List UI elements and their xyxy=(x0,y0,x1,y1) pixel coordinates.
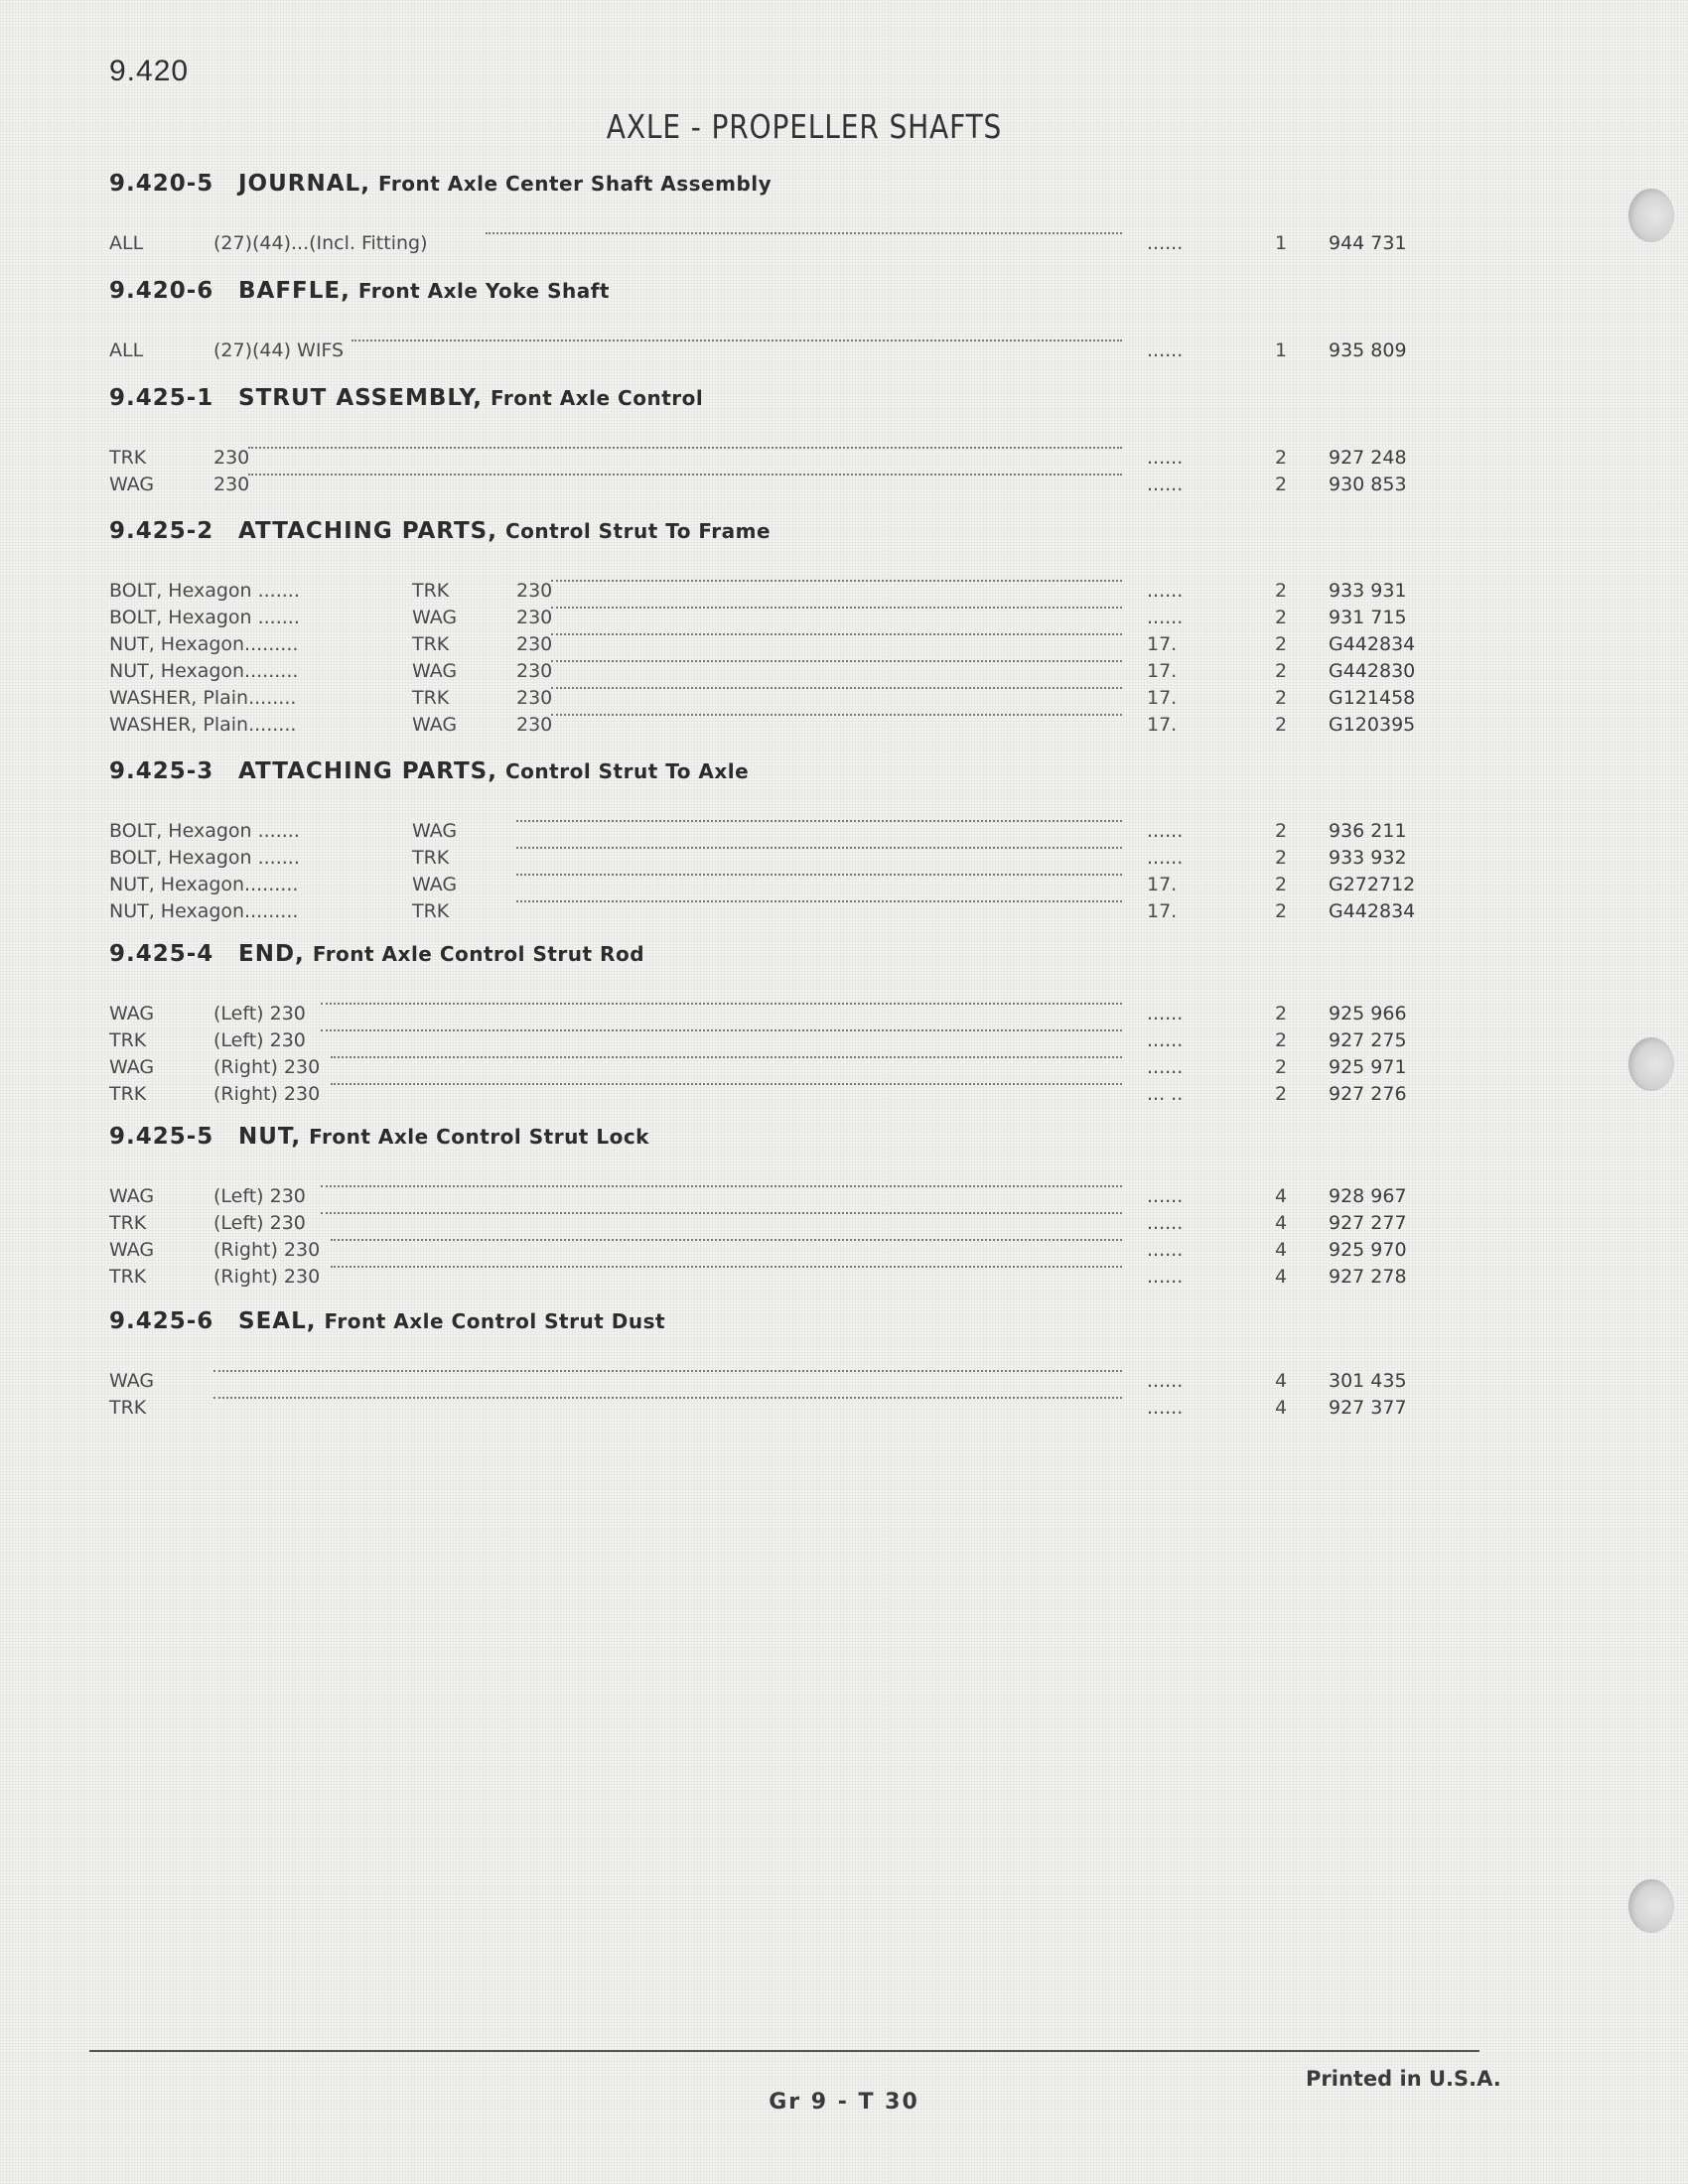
parts-row xyxy=(109,1185,1440,1211)
vehicle-code: ALL xyxy=(109,340,144,361)
part-name: BOLT, Hexagon ....... xyxy=(109,607,300,628)
part-description: 230 xyxy=(516,687,553,709)
part-description: (Left) 230 xyxy=(213,1185,306,1207)
quantity: 4 xyxy=(1274,1370,1288,1392)
vehicle-code: WAG xyxy=(412,660,458,682)
section-heading xyxy=(109,941,1400,977)
reference-column: ...... xyxy=(1147,1056,1184,1078)
vehicle-code: TRK xyxy=(109,1212,147,1234)
part-description: (Right) 230 xyxy=(213,1056,321,1078)
vehicle-code: TRK xyxy=(109,1266,147,1288)
dot-leader xyxy=(331,1083,1122,1085)
reference-column: ...... xyxy=(1147,232,1184,254)
quantity: 2 xyxy=(1274,687,1288,709)
reference-column: ...... xyxy=(1147,847,1184,869)
section-description: Front Axle Center Shaft Assembly xyxy=(377,172,773,196)
quantity: 4 xyxy=(1274,1397,1288,1419)
part-description: (Right) 230 xyxy=(213,1266,321,1288)
section-description: Control Strut To Axle xyxy=(505,759,750,783)
dot-leader xyxy=(321,1003,1122,1005)
quantity: 1 xyxy=(1274,340,1288,361)
vehicle-code: WAG xyxy=(109,1370,155,1392)
section-heading xyxy=(109,171,1400,206)
reference-column: ...... xyxy=(1147,1397,1184,1419)
section-description: Front Axle Control xyxy=(491,386,704,410)
vehicle-code: TRK xyxy=(109,1029,147,1051)
dot-leader xyxy=(331,1239,1122,1241)
part-number: 925 966 xyxy=(1329,1003,1407,1024)
part-name: WASHER, Plain........ xyxy=(109,687,297,709)
section-description: Control Strut To Frame xyxy=(505,519,772,543)
vehicle-code: TRK xyxy=(412,847,450,869)
dot-leader xyxy=(331,1056,1122,1058)
dot-leader xyxy=(213,1370,1122,1372)
reference-column: ...... xyxy=(1147,1029,1184,1051)
quantity: 2 xyxy=(1274,474,1288,495)
part-number: 301 435 xyxy=(1329,1370,1407,1392)
reference-column: ...... xyxy=(1147,1239,1184,1261)
part-name: BOLT, Hexagon ....... xyxy=(109,580,300,602)
section-part-name: BAFFLE, xyxy=(238,278,351,304)
part-description: (Right) 230 xyxy=(213,1083,321,1105)
reference-column: ...... xyxy=(1147,1370,1184,1392)
reference-column: ... .. xyxy=(1147,1083,1184,1105)
vehicle-code: WAG xyxy=(412,714,458,736)
section-part-name: NUT, xyxy=(238,1124,302,1150)
parts-row xyxy=(109,447,1440,473)
parts-row xyxy=(109,687,1440,713)
parts-row xyxy=(109,1266,1440,1292)
reference-column: ...... xyxy=(1147,474,1184,495)
part-description: 230 xyxy=(516,660,553,682)
part-description: (27)(44)...(Incl. Fitting) xyxy=(213,232,428,254)
quantity: 2 xyxy=(1274,447,1288,469)
parts-row xyxy=(109,633,1440,659)
section-heading xyxy=(109,1308,1400,1344)
part-number: 927 278 xyxy=(1329,1266,1407,1288)
vehicle-code: ALL xyxy=(109,232,144,254)
parts-row xyxy=(109,874,1440,899)
section-number: 9.425-2 xyxy=(109,518,214,544)
part-number: G442830 xyxy=(1329,660,1416,682)
section-number: 9.425-3 xyxy=(109,758,214,784)
section-heading xyxy=(109,385,1400,421)
section-part-name: ATTACHING PARTS, xyxy=(238,518,497,544)
part-number: G442834 xyxy=(1329,900,1416,922)
part-name: NUT, Hexagon......... xyxy=(109,660,299,682)
part-number: 936 211 xyxy=(1329,820,1407,842)
reference-column: ...... xyxy=(1147,1185,1184,1207)
vehicle-code: TRK xyxy=(109,447,147,469)
quantity: 4 xyxy=(1274,1239,1288,1261)
dot-leader xyxy=(551,687,1122,689)
part-description: (Left) 230 xyxy=(213,1029,306,1051)
reference-column: ...... xyxy=(1147,1212,1184,1234)
parts-row xyxy=(109,847,1440,873)
part-number: 927 277 xyxy=(1329,1212,1407,1234)
part-number: 930 853 xyxy=(1329,474,1407,495)
part-number: 925 970 xyxy=(1329,1239,1407,1261)
parts-row xyxy=(109,714,1440,740)
vehicle-code: WAG xyxy=(109,1003,155,1024)
part-description: (27)(44) WIFS xyxy=(213,340,345,361)
part-name: NUT, Hexagon......... xyxy=(109,900,299,922)
part-description: 230 xyxy=(516,633,553,655)
quantity: 2 xyxy=(1274,1003,1288,1024)
vehicle-code: WAG xyxy=(412,874,458,895)
reference-column: ...... xyxy=(1147,1266,1184,1288)
reference-column: 17. xyxy=(1147,660,1178,682)
dot-leader xyxy=(516,847,1122,849)
reference-column: ...... xyxy=(1147,1003,1184,1024)
parts-row xyxy=(109,900,1440,926)
vehicle-code: TRK xyxy=(109,1083,147,1105)
vehicle-code: TRK xyxy=(109,1397,147,1419)
quantity: 2 xyxy=(1274,714,1288,736)
part-name: BOLT, Hexagon ....... xyxy=(109,820,300,842)
section-description: Front Axle Control Strut Lock xyxy=(309,1125,649,1149)
section-number: 9.425-4 xyxy=(109,941,214,967)
part-number: 927 377 xyxy=(1329,1397,1407,1419)
vehicle-code: WAG xyxy=(109,1239,155,1261)
punch-hole-bottom xyxy=(1628,1879,1674,1933)
dot-leader xyxy=(248,474,1122,476)
parts-row xyxy=(109,474,1440,499)
vehicle-code: TRK xyxy=(412,687,450,709)
part-description: (Right) 230 xyxy=(213,1239,321,1261)
section-part-name: END, xyxy=(238,941,305,967)
dot-leader xyxy=(331,1266,1122,1268)
vehicle-code: TRK xyxy=(412,633,450,655)
quantity: 2 xyxy=(1274,1083,1288,1105)
vehicle-code: WAG xyxy=(109,1185,155,1207)
vehicle-code: TRK xyxy=(412,900,450,922)
part-description: 230 xyxy=(516,580,553,602)
vehicle-code: WAG xyxy=(109,474,155,495)
section-heading xyxy=(109,518,1400,554)
section-heading xyxy=(109,758,1400,794)
reference-column: 17. xyxy=(1147,874,1178,895)
part-number: 927 276 xyxy=(1329,1083,1407,1105)
part-number: G121458 xyxy=(1329,687,1416,709)
dot-leader xyxy=(551,714,1122,716)
page-number: 9.420 xyxy=(109,55,190,87)
part-description: 230 xyxy=(213,474,250,495)
quantity: 2 xyxy=(1274,874,1288,895)
dot-leader xyxy=(321,1185,1122,1187)
parts-row xyxy=(109,1056,1440,1082)
dot-leader xyxy=(352,340,1122,341)
section-heading xyxy=(109,278,1400,314)
quantity: 2 xyxy=(1274,660,1288,682)
part-number: 925 971 xyxy=(1329,1056,1407,1078)
punch-hole-middle xyxy=(1628,1037,1674,1091)
quantity: 2 xyxy=(1274,607,1288,628)
quantity: 2 xyxy=(1274,900,1288,922)
parts-row xyxy=(109,1397,1440,1423)
section-description: Front Axle Control Strut Dust xyxy=(324,1309,666,1333)
section-part-name: STRUT ASSEMBLY, xyxy=(238,385,484,411)
part-description: 230 xyxy=(516,607,553,628)
part-name: NUT, Hexagon......... xyxy=(109,633,299,655)
footer-rule xyxy=(89,2050,1479,2052)
parts-row xyxy=(109,1239,1440,1265)
section-description: Front Axle Control Strut Rod xyxy=(312,942,645,966)
parts-row xyxy=(109,607,1440,632)
parts-row xyxy=(109,660,1440,686)
quantity: 4 xyxy=(1274,1185,1288,1207)
footer-printed-note: Printed in U.S.A. xyxy=(1306,2067,1501,2091)
part-description: 230 xyxy=(516,714,553,736)
dot-leader xyxy=(321,1029,1122,1031)
quantity: 4 xyxy=(1274,1212,1288,1234)
parts-row xyxy=(109,232,1440,258)
dot-leader xyxy=(486,232,1122,234)
parts-row xyxy=(109,1212,1440,1238)
quantity: 2 xyxy=(1274,1056,1288,1078)
section-number: 9.425-1 xyxy=(109,385,214,411)
section-heading xyxy=(109,1124,1400,1160)
section-part-name: ATTACHING PARTS, xyxy=(238,758,497,784)
vehicle-code: WAG xyxy=(109,1056,155,1078)
part-number: 928 967 xyxy=(1329,1185,1407,1207)
reference-column: ...... xyxy=(1147,340,1184,361)
reference-column: ...... xyxy=(1147,580,1184,602)
reference-column: 17. xyxy=(1147,900,1178,922)
part-number: 927 248 xyxy=(1329,447,1407,469)
section-number: 9.420-5 xyxy=(109,171,214,197)
vehicle-code: TRK xyxy=(412,580,450,602)
section-description: Front Axle Yoke Shaft xyxy=(357,279,610,303)
part-name: BOLT, Hexagon ....... xyxy=(109,847,300,869)
part-number: 933 931 xyxy=(1329,580,1407,602)
parts-row xyxy=(109,1370,1440,1396)
section-number: 9.420-6 xyxy=(109,278,214,304)
section-number: 9.425-6 xyxy=(109,1308,214,1334)
parts-row xyxy=(109,580,1440,606)
parts-row xyxy=(109,820,1440,846)
part-number: G120395 xyxy=(1329,714,1416,736)
dot-leader xyxy=(213,1397,1122,1399)
quantity: 1 xyxy=(1274,232,1288,254)
part-name: WASHER, Plain........ xyxy=(109,714,297,736)
reference-column: ...... xyxy=(1147,820,1184,842)
parts-row xyxy=(109,1083,1440,1109)
section-part-name: SEAL, xyxy=(238,1308,317,1334)
dot-leader xyxy=(551,660,1122,662)
reference-column: 17. xyxy=(1147,633,1178,655)
quantity: 2 xyxy=(1274,1029,1288,1051)
dot-leader xyxy=(551,633,1122,635)
quantity: 2 xyxy=(1274,847,1288,869)
page-title: AXLE - PROPELLER SHAFTS xyxy=(606,107,1003,146)
part-description: 230 xyxy=(213,447,250,469)
dot-leader xyxy=(551,607,1122,609)
dot-leader xyxy=(516,820,1122,822)
vehicle-code: WAG xyxy=(412,607,458,628)
dot-leader xyxy=(516,874,1122,876)
quantity: 2 xyxy=(1274,580,1288,602)
part-description: (Left) 230 xyxy=(213,1212,306,1234)
dot-leader xyxy=(321,1212,1122,1214)
reference-column: ...... xyxy=(1147,447,1184,469)
dot-leader xyxy=(551,580,1122,582)
reference-column: ...... xyxy=(1147,607,1184,628)
part-name: NUT, Hexagon......... xyxy=(109,874,299,895)
punch-hole-top xyxy=(1628,189,1674,242)
part-number: G272712 xyxy=(1329,874,1416,895)
parts-row xyxy=(109,1003,1440,1028)
vehicle-code: WAG xyxy=(412,820,458,842)
part-number: 927 275 xyxy=(1329,1029,1407,1051)
footer-group-label: Gr 9 - T 30 xyxy=(769,2090,919,2115)
part-number: G442834 xyxy=(1329,633,1416,655)
dot-leader xyxy=(248,447,1122,449)
part-description: (Left) 230 xyxy=(213,1003,306,1024)
reference-column: 17. xyxy=(1147,714,1178,736)
parts-row xyxy=(109,1029,1440,1055)
section-number: 9.425-5 xyxy=(109,1124,214,1150)
parts-row xyxy=(109,340,1440,365)
quantity: 2 xyxy=(1274,633,1288,655)
dot-leader xyxy=(516,900,1122,902)
quantity: 2 xyxy=(1274,820,1288,842)
part-number: 935 809 xyxy=(1329,340,1407,361)
quantity: 4 xyxy=(1274,1266,1288,1288)
part-number: 933 932 xyxy=(1329,847,1407,869)
reference-column: 17. xyxy=(1147,687,1178,709)
part-number: 931 715 xyxy=(1329,607,1407,628)
part-number: 944 731 xyxy=(1329,232,1407,254)
section-part-name: JOURNAL, xyxy=(238,171,370,197)
